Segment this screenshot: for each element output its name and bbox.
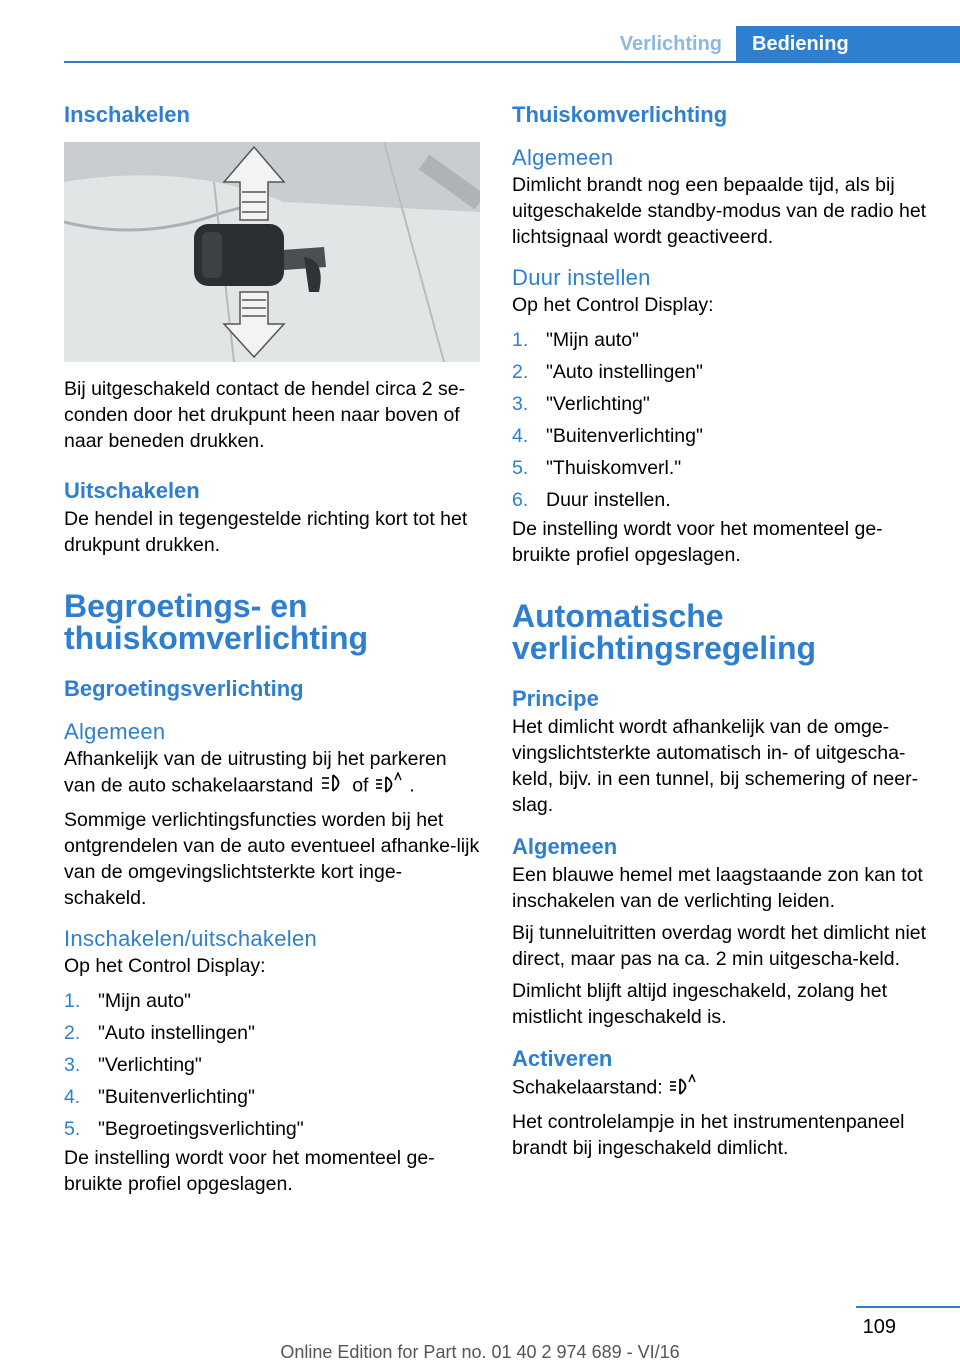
activeren-text <box>512 1074 932 1103</box>
header-tabs <box>606 26 960 62</box>
activeren-heading: Activeren <box>512 1046 613 1071</box>
step-text: "Auto instellingen" <box>98 1022 255 1044</box>
algemeen2-text-3: Dimlicht blijft altijd ingeschakeld, zolang het mistlicht ingeschakeld is. <box>512 980 888 1028</box>
header-chapter-tab: Bediening <box>736 26 960 62</box>
list-item <box>512 452 932 484</box>
auto-light-icon <box>668 1074 698 1103</box>
right-column <box>512 100 932 1167</box>
begroeting-heading: Begroetingsverlichting <box>64 676 304 701</box>
step-text: "Auto instellingen" <box>546 361 703 383</box>
step-number: 6. <box>512 489 529 511</box>
right-closing-text: De instelling wordt voor het momenteel ge-bruikte profiel opgeslagen. <box>512 518 883 566</box>
list-item <box>512 388 932 420</box>
algemeen-text-1 <box>64 746 482 801</box>
algemeen2-heading: Algemeen <box>512 834 618 859</box>
inschakelen-text: Bij uitgeschakeld contact de hendel circa 2 se-conden door het drukpunt heen naar boven of naar beneden drukken. <box>64 378 466 452</box>
step-number: 2. <box>512 361 529 383</box>
page-number: 109 <box>862 1316 896 1338</box>
step-number: 5. <box>512 457 529 479</box>
header-section-tab: Verlichting <box>619 32 722 55</box>
activeren-text-main: Schakelaarstand: <box>512 1076 663 1099</box>
step-number: 3. <box>512 393 529 415</box>
step-text: Duur instellen. <box>546 489 671 511</box>
step-number: 4. <box>64 1086 81 1108</box>
algemeen-text-2: Sommige verlichtingsfuncties worden bij het ontgrendelen van de auto eventueel afhanke-lijk van de omgevingslichtsterkte kort inge-schakeld. <box>64 809 480 909</box>
step-text: "Buitenverlichting" <box>98 1086 255 1108</box>
step-text: "Mijn auto" <box>546 329 639 351</box>
auto-light-icon <box>374 772 404 801</box>
lever-illustration-svg <box>64 142 480 362</box>
footer-rule <box>856 1306 960 1308</box>
step-text: "Mijn auto" <box>98 990 191 1012</box>
list-item <box>64 1049 482 1081</box>
step-number: 1. <box>64 990 81 1012</box>
list-item <box>64 1081 482 1113</box>
step-number: 1. <box>512 329 529 351</box>
edition-line: Online Edition for Part no. 01 40 2 974 689 - VI/16 <box>280 1342 680 1362</box>
header-rule <box>64 61 960 63</box>
inschakelen-heading: Inschakelen <box>64 102 190 127</box>
inuit-heading: Inschakelen/uitschakelen <box>64 926 318 951</box>
uitschakelen-text: De hendel in tegengestelde richting kort tot het drukpunt drukken. <box>64 508 468 556</box>
step-number: 3. <box>64 1054 81 1076</box>
algemeen2-text-2: Bij tunneluitritten overdag wordt het dimlicht niet direct, maar pas na ca. 2 min uitgescha-keld. <box>512 922 927 970</box>
step-text: "Verlichting" <box>546 393 650 415</box>
chapter-title-automatisch: Automatische verlichtingsregeling <box>512 598 817 666</box>
algemeen-text-1-main: Afhankelijk van de uitrusting bij het parkeren van de auto schakelaarstand <box>64 748 447 797</box>
algemeen-text-of: of <box>352 774 369 797</box>
step-number: 4. <box>512 425 529 447</box>
step-text: "Verlichting" <box>98 1054 202 1076</box>
parking-light-icon <box>319 772 347 801</box>
left-column <box>64 100 482 1203</box>
step-text: "Thuiskomverl." <box>546 457 682 479</box>
list-item <box>64 985 482 1017</box>
right-steps-list <box>512 324 932 516</box>
principe-heading: Principe <box>512 686 599 711</box>
step-number: 2. <box>64 1022 81 1044</box>
right-algemeen-heading: Algemeen <box>512 145 614 170</box>
activeren-text-2: Het controlelampje in het instrumentenpaneel brandt bij ingeschakeld dimlicht. <box>512 1111 905 1159</box>
list-item <box>64 1113 482 1145</box>
step-text: "Begroetingsverlichting" <box>98 1118 304 1140</box>
algemeen2-text-1: Een blauwe hemel met laagstaande zon kan tot inschakelen van de verlichting leiden. <box>512 864 923 912</box>
chapter-title-begroeting: Begroetings- en thuiskomverlichting <box>64 588 369 656</box>
list-item <box>512 484 932 516</box>
algemeen-text-end: . <box>409 774 415 797</box>
thuis-heading: Thuiskomverlichting <box>512 102 728 127</box>
list-item <box>512 356 932 388</box>
step-text: "Buitenverlichting" <box>546 425 703 447</box>
duur-heading: Duur instellen <box>512 265 651 290</box>
lever-illustration <box>64 142 480 362</box>
left-steps-list <box>64 985 482 1145</box>
step-number: 5. <box>64 1118 81 1140</box>
principe-text: Het dimlicht wordt afhankelijk van de omge-vingslichtsterkte automatisch in- of uitgescha-keld, bijv. in een tunnel, bij schemering of neer-slag. <box>512 716 919 816</box>
list-item <box>512 420 932 452</box>
uitschakelen-heading: Uitschakelen <box>64 478 200 503</box>
algemeen-heading: Algemeen <box>64 719 166 744</box>
inuit-text: Op het Control Display: <box>64 955 266 977</box>
left-closing-text: De instelling wordt voor het momenteel ge-bruikte profiel opgeslagen. <box>64 1147 435 1195</box>
list-item <box>512 324 932 356</box>
duur-text: Op het Control Display: <box>512 294 714 316</box>
list-item <box>64 1017 482 1049</box>
right-algemeen-text: Dimlicht brandt nog een bepaalde tijd, als bij uitgeschakelde standby-modus van de radio het lichtsignaal wordt geactiveerd. <box>512 174 927 248</box>
